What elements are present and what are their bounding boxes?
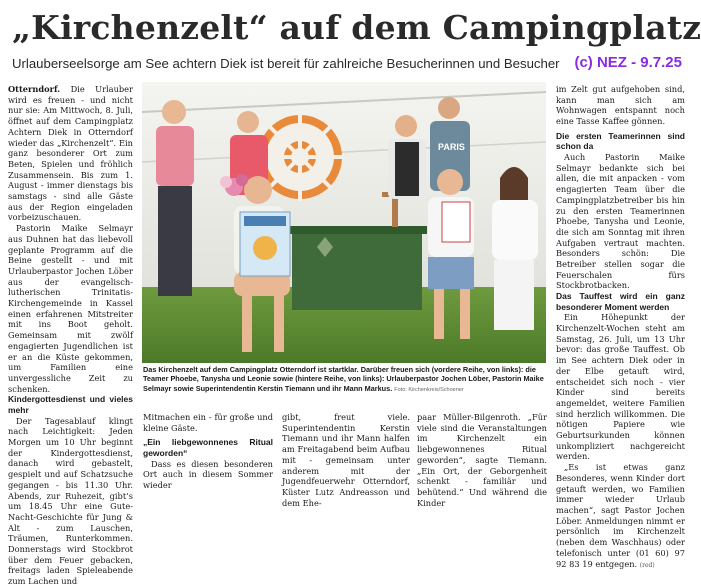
article-column-2 [143,412,273,491]
photo-credit: Foto: Kirchenkreis/Schoener [394,386,464,393]
col4-paragraph-2: Auch Pastorin Maike Selmayr bedankte sich bei allen, die mit anpacken - vom engagierten Team über die Campingplatzbetreiber bis hin zu den ersten Teamerinnen Phoebe, Tanysha und Leonie, die sich am Sonntag mit ihren Aufgaben vertraut machten. Besonders schön: Die Betreiber stellen sogar die Feuerschalen fürs Stockbrotbacken. [556,152,685,291]
col1-paragraph-2: Pastorin Maike Selmayr aus Duhnen hat das liebevoll geplante Programm auf die Beine gestellt - und mit Urlauberpastor Jochen Löber aus der evangelisch-lutherischen Trinitatis-Kirchengemeinde in Kassel einen erfahrenen Mitstreiter mit ins Boot geholt. Gemeinsam mit zwölf engagierten Jugendlichen ist er an die Küste gekommen, um Familien eine unvergessliche Zeit zu schenken. [8,223,133,394]
subheading-teamerinnen: Die ersten Teamerinnen sind schon da [556,130,685,152]
colb2-paragraph-1: gibt, freut viele. Superintendentin Kerstin Tiemann und ihr Mann halfen am Freitagabend beim Aufbau mit - gemeinsam unter anderem mit der Jugendfeuerwehr Otterndorf, Küster Lutz Andreasson und dem Ehe- [282,412,410,508]
article-column-3 [282,412,410,508]
subheading-kindergottesdienst: Kindergottesdienst und vieles mehr [8,394,133,415]
colb1-paragraph-2: Dass es diesen besonderen Ort auch in diesem Sommer wieder [143,458,273,490]
subheadline: Urlauberseelsorge am See achtern Diek ist bereit für zahlreiche Besucherinnen und Besucher [12,56,560,71]
author-signature: (red) [639,561,655,569]
colb3-paragraph-1: paar Müller-Bilgenroth. „Für viele sind die Veranstaltungen im Kirchenzelt ein liebgewonnenes Ritual geworden“, sagte Tiemann. „Ein Ort, der Geborgenheit schenkt - familiär und behütend.“ Und während die Kinder [417,412,547,508]
col4-paragraph-4: „Es ist etwas ganz Besonderes, wenn Kinder dort getauft werden, wo Familien immer wieder Urlaub machen“, sagt Pastor Jochen Löber. Anmeldungen nimmt er persönlich im Kirchenzelt (neben dem Waschhaus) oder telefonisch unter (01 60) 97 92 83 19 entgegen. (red) [556,462,685,569]
photo-caption [143,365,547,395]
article-column-5 [556,84,685,571]
subheading-ritual: „Ein liebgewonnenes Ritual geworden“ [143,437,273,458]
leaflet [240,212,290,276]
article-photo [142,82,546,363]
person-jochen [156,100,194,296]
colb1-paragraph-1: Mitmachen ein - für große und kleine Gäste. [143,412,273,433]
altar-table [292,230,422,310]
headline: „Kirchenzelt“ auf dem Campingplatz [12,8,701,47]
col4-paragraph-3: Ein Höhepunkt der Kirchenzelt-Wochen steht am Samstag, 26. Juli, um 13 Uhr bevor: das große Tauffest. Ob im See achtern Diek oder in der Elbe getauft wird, entscheidet sich noch - vier Kinder sind bereits angemeldet, weitere Familien sind herzlich willkommen. Die nötigen Papiere wie Geburtsurkunden können unkompliziert nachgereicht werden. [556,312,685,462]
col1-paragraph-1: Die Urlauber wird es freuen - und nicht nur sie: Am Mittwoch, 8. Juli, öffnet auf dem Campingplatz Achtern Diek in Otterndorf wieder das „Kirchenzelt“. Ein ganz besonderer Ort zum Beten, Spielen und fröhlich Zusammensein. Bis zum 1. August - immer dienstags bis samstags - sind alle Gäste aus der Region eingeladen vorbeizuschauen. [8,84,133,223]
article-column-4 [417,412,547,508]
subheading-tauffest: Das Tauffest wird ein ganz besonderer Moment werden [556,291,685,312]
col4-paragraph-1: im Zelt gut aufgehoben sind, kann man sich am Wohnwagen entspannt noch eine Tasse Kaffee gönnen. [556,84,685,127]
col1-paragraph-3: Der Tagesablauf klingt nach Leichtigkeit: Jeden Morgen um 10 Uhr beginnt der Kindergottesdienst, danach wird gebastelt, gespielt und auf Schatzsuche gegangen - bis 11.30 Uhr. Abends, zur Ruhezeit, gibt’s um 18.45 Uhr eine Gute-Nacht-Geschichte für Jung & Alt - zum Lauschen, Träumen, Runterkommen. Donnerstags wird Stockbrot über dem Feuer gebacken, freitags laden Spieleabende zum Lachen und [8,415,133,587]
article-column-1 [8,84,133,587]
group-photo-illustration [142,82,546,363]
copyright-note: (c) NEZ - 9.7.25 [574,54,682,71]
shirt-text: PARIS [438,142,465,152]
dateline: Otterndorf. [8,84,61,94]
caption-text: Das Kirchenzelt auf dem Campingplatz Otterndorf ist startklar. Darüber freuen sich (vordere Reihe, von links): die Teamer Phoebe, Tanysha und Leonie sowie (hintere Reihe, von links): Urlauberpastor Jochen Löber, Pastorin Maike Selmayr sowie Superintendentin Kerstin Tiemann und ihr Mann Markus. [143,365,544,393]
